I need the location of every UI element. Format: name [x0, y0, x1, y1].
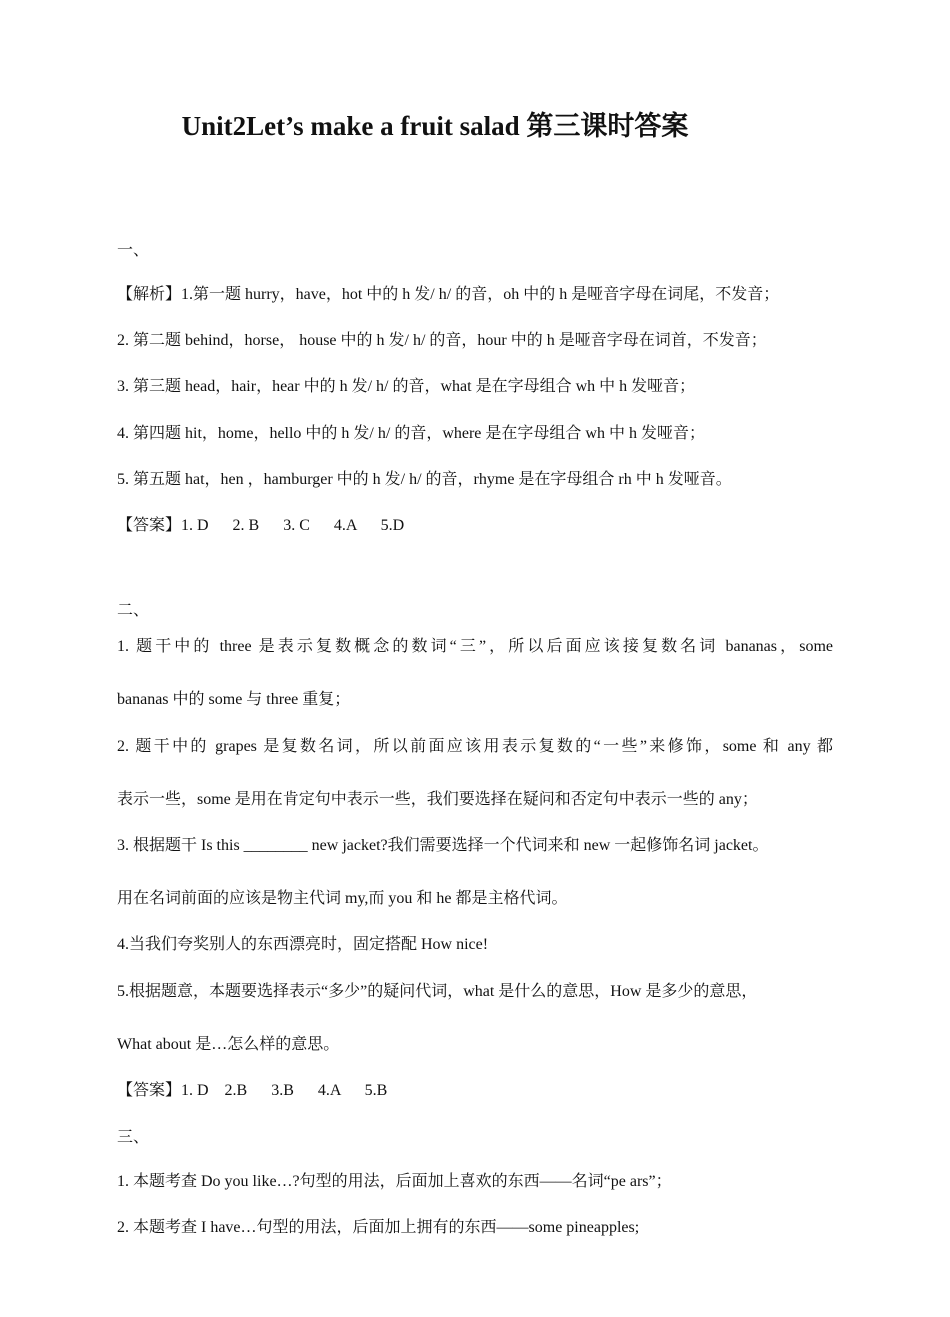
section2-line-8: 5.根据题意，本题要选择表示“多少”的疑问代词，what 是什么的意思，How 是多少的意思，	[117, 983, 758, 1000]
section1-line-3: 3. 第三题 head，hair，hear 中的 h 发/ h/ 的音，what 是在字母组合 wh 中 h 发哑音；	[117, 378, 696, 395]
section1-answer: 【答案】1. D 2. B 3. C 4.A 5.D	[117, 517, 405, 534]
section2-answer: 【答案】1. D 2.B 3.B 4.A 5.B	[117, 1082, 388, 1099]
section2-line-2: bananas 中的 some 与 three 重复；	[117, 691, 351, 708]
section2-line-5: 3. 根据题干 Is this ________ new jacket?我们需要选择一个代词来和 new 一起修饰名词 jacket。	[117, 837, 769, 854]
section2-line-9: What about 是…怎么样的意思。	[117, 1036, 340, 1053]
section1-line-1: 【解析】1.第一题 hurry，have，hot 中的 h 发/ h/ 的音，oh 中的 h 是哑音字母在词尾，不发音；	[117, 286, 780, 303]
section3-heading: 三、	[117, 1129, 150, 1146]
document-title: Unit2Let’s make a fruit salad 第三课时答案	[181, 111, 689, 141]
section2-line-4: 表示一些，some 是用在肯定句中表示一些，我们要选择在疑问和否定句中表示一些的 any；	[117, 791, 758, 808]
section2-heading: 二、	[117, 602, 150, 619]
section2-line-6: 用在名词前面的应该是物主代词 my,而 you 和 he 都是主格代词。	[117, 890, 568, 907]
section2-line-1: 1. 题干中的 three 是表示复数概念的数词“三”，所以后面应该接复数名词 bananas，some	[117, 638, 833, 655]
section1-line-2: 2. 第二题 behind，horse， house 中的 h 发/ h/ 的音，hour 中的 h 是哑音字母在词首，不发音；	[117, 332, 767, 349]
section1-line-4: 4. 第四题 hit，home，hello 中的 h 发/ h/ 的音，where 是在字母组合 wh 中 h 发哑音；	[117, 425, 705, 442]
section2-line-3: 2. 题干中的 grapes 是复数名词，所以前面应该用表示复数的“一些”来修饰，some 和 any 都	[117, 738, 833, 755]
section1-heading: 一、	[117, 242, 150, 259]
section1-line-5: 5. 第五题 hat，hen ，hamburger 中的 h 发/ h/ 的音，rhyme 是在字母组合 rh 中 h 发哑音。	[117, 471, 732, 488]
section2-line-7: 4.当我们夸奖别人的东西漂亮时，固定搭配 How nice!	[117, 936, 489, 953]
section3-line-1: 1. 本题考查 Do you like…?句型的用法，后面加上喜欢的东西——名词“pe ars”；	[117, 1173, 672, 1190]
section3-line-2: 2. 本题考查 I have…句型的用法，后面加上拥有的东西——some pineapples;	[117, 1219, 640, 1236]
